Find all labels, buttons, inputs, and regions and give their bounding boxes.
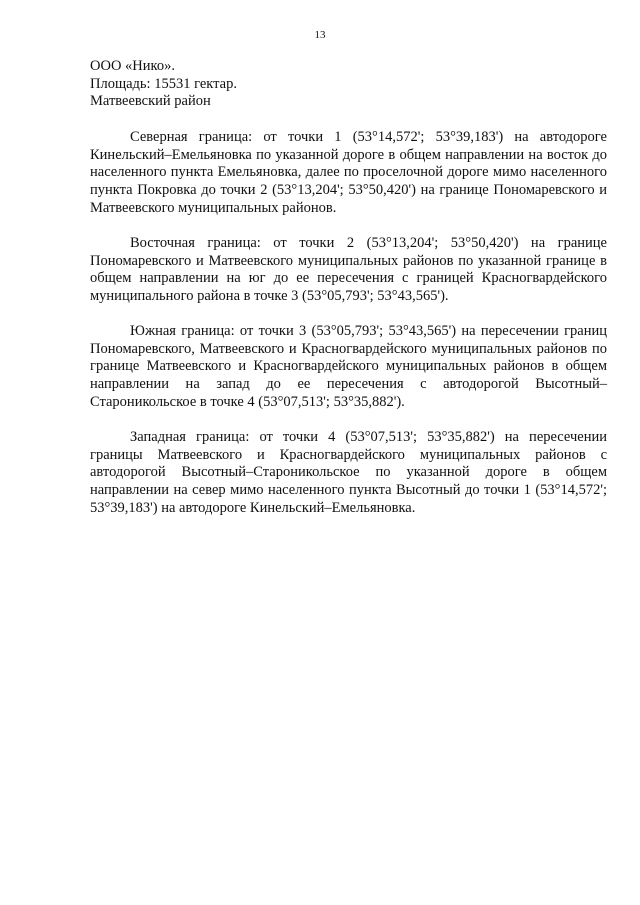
east-boundary-paragraph: Восточная граница: от точки 2 (53°13,204'; 53°50,420') на границе Пономаревского и Матвеевского муниципальных районов по указанной границе в общем направлении на юг до ее пересечения с границей Красногвардейского муниципального района в точке 3 (53°05,793'; 53°43,565'). <box>90 235 607 305</box>
header-block <box>90 58 237 111</box>
area-line: Площадь: 15531 гектар. <box>90 75 237 92</box>
district-line: Матвеевский район <box>90 93 211 110</box>
south-boundary-paragraph: Южная граница: от точки 3 (53°05,793'; 53°43,565') на пересечении границ Пономаревского, Матвеевского и Красногвардейского муниципальных районов по границе Матвеевского и Красногвардейского муниципальных районов в общем направлении на запад до ее пересечения с автодорогой Высотный–Староникольское в точке 4 (53°07,513'; 53°35,882'). <box>90 323 607 410</box>
page-number: 13 <box>314 29 326 41</box>
west-boundary-paragraph: Западная граница: от точки 4 (53°07,513'; 53°35,882') на пересечении границы Матвеевского и Красногвардейского муниципальных районов с автодорогой Высотный–Староникольское по указанной дороге в общем направлении на север мимо населенного пункта Высотный до точки 1 (53°14,572'; 53°39,183') на автодороге Кинельский–Емельяновка. <box>90 429 607 516</box>
company-name: ООО «Нико». <box>90 58 175 74</box>
north-boundary-paragraph: Северная граница: от точки 1 (53°14,572'; 53°39,183') на автодороге Кинельский–Емельяновка по указанной дороге в общем направлении на восток до населенного пункта Емельяновка, далее по проселочной дороге мимо населенного пункта Покровка до точки 2 (53°13,204'; 53°50,420') на границе Пономаревского и Матвеевского муниципальных районов. <box>90 129 607 216</box>
